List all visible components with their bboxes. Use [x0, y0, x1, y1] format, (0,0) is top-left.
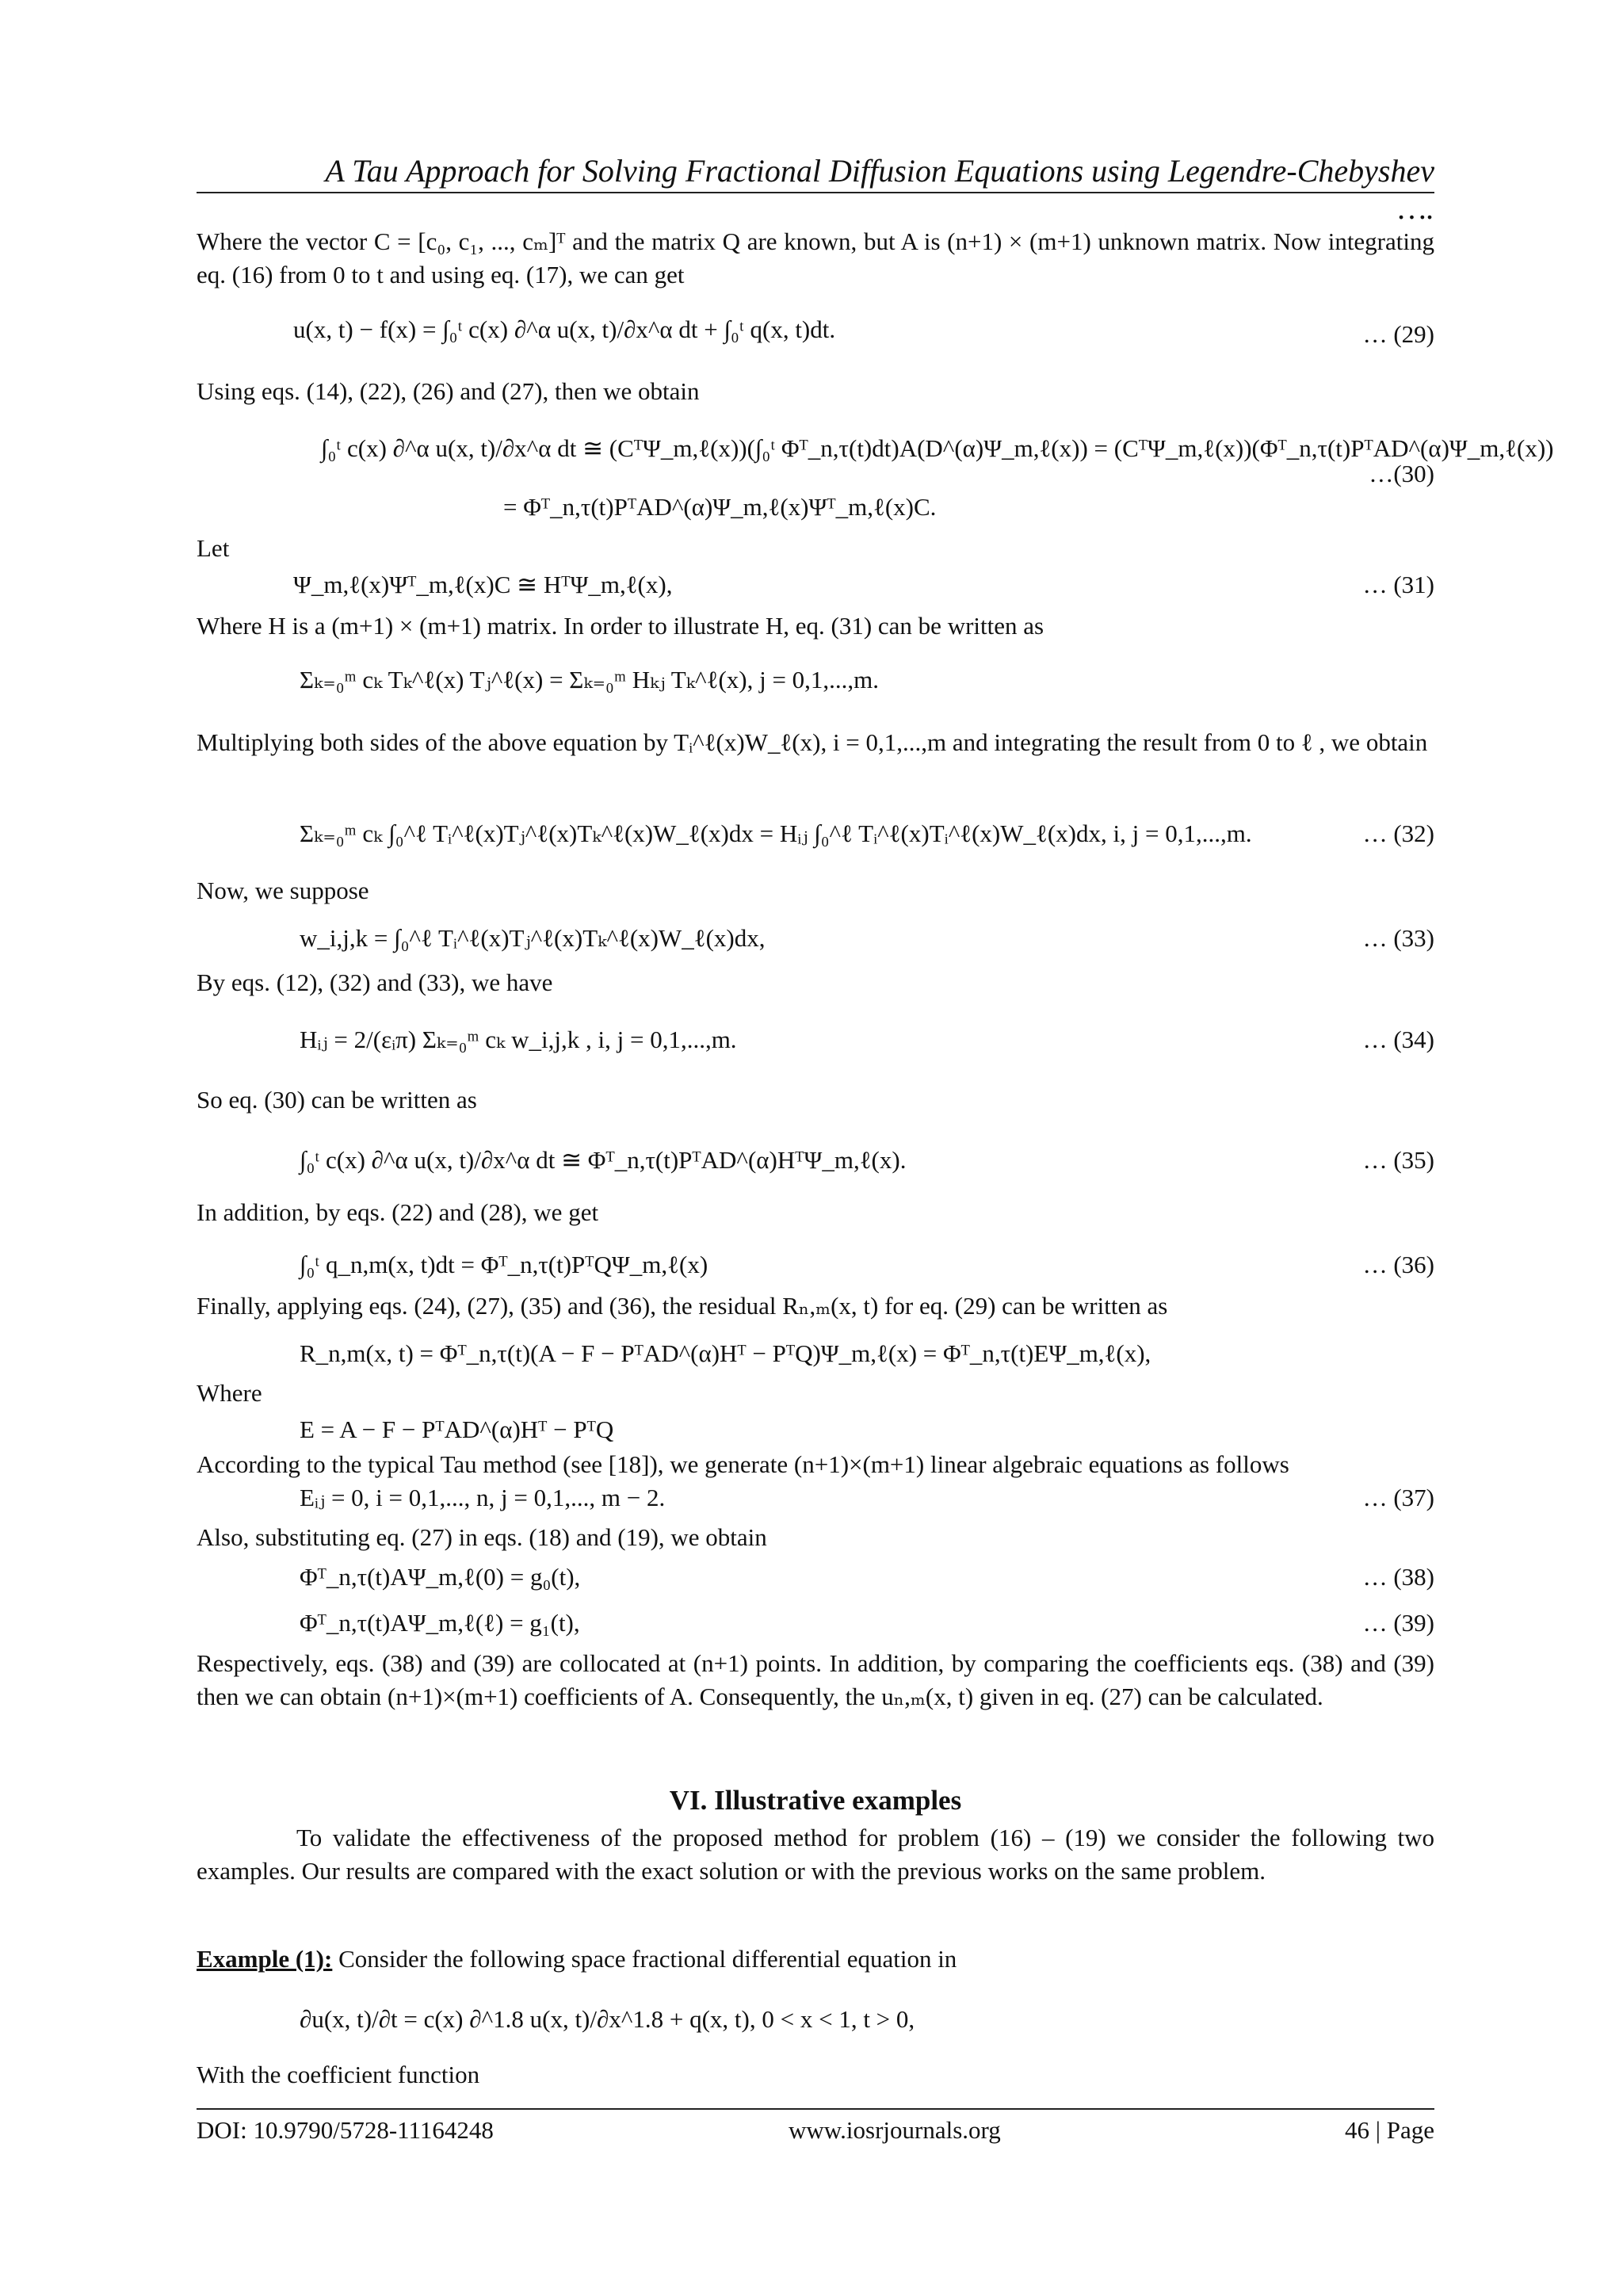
text-finally: Finally, applying eqs. (24), (27), (35) and (36), the residual Rₙ,ₘ(x, t) for eq. (29) can be written as — [197, 1292, 1168, 1320]
equation-residual: R_n,m(x, t) = Φᵀ_n,τ(t)(A − F − PᵀAD^(α)Hᵀ − PᵀQ)Ψ_m,ℓ(x) = Φᵀ_n,τ(t)EΨ_m,ℓ(x), — [300, 1339, 1151, 1367]
example-1-label: Example (1): — [197, 1945, 333, 1973]
section-title: VI. Illustrative examples — [669, 1785, 962, 1816]
equation-35: ∫₀ᵗ c(x) ∂^α u(x, t)/∂x^α dt ≅ Φᵀ_n,τ(t)PᵀAD^(α)HᵀΨ_m,ℓ(x). — [300, 1146, 907, 1174]
equation-31-expanded: Σₖ₌₀ᵐ cₖ Tₖ^ℓ(x) Tⱼ^ℓ(x) = Σₖ₌₀ᵐ Hₖⱼ Tₖ^ℓ(x), j = 0,1,...,m. — [300, 666, 880, 693]
footer-rule — [197, 2108, 1434, 2110]
eqnum-39: … (39) — [1362, 1609, 1434, 1637]
text-by-eqs: By eqs. (12), (32) and (33), we have — [197, 968, 553, 996]
text-now-suppose: Now, we suppose — [197, 877, 369, 904]
eqnum-30: …(30) — [1369, 460, 1434, 487]
paragraph-vector: Where the vector C = [c₀, c₁, ..., cₘ]ᵀ and the matrix Q are known, but A is (n+1) × (m+1) unknown matrix. Now integrating eq. (16) from 0 to t and using eq. (17), we can get — [197, 227, 1434, 288]
eqnum-34: … (34) — [1362, 1026, 1434, 1053]
text-in-addition: In addition, by eqs. (22) and (28), we get — [197, 1198, 599, 1226]
paragraph-respectively: Respectively, eqs. (38) and (39) are collocated at (n+1) points. In addition, by comparing the coefficients eqs. (38) and (39) then we can obtain (n+1)×(m+1) coefficients of A. Consequently, the uₙ,ₘ(x, t) given in eq. (27) can be calculated. — [197, 1649, 1434, 1710]
equation-31: Ψ_m,ℓ(x)Ψᵀ_m,ℓ(x)C ≅ HᵀΨ_m,ℓ(x), — [293, 571, 673, 598]
eqnum-32: … (32) — [1362, 819, 1434, 847]
equation-34: Hᵢⱼ = 2/(εᵢπ) Σₖ₌₀ᵐ cₖ w_i,j,k , i, j = 0,1,...,m. — [300, 1026, 737, 1053]
equation-30-line1: ∫₀ᵗ c(x) ∂^α u(x, t)/∂x^α dt ≅ (CᵀΨ_m,ℓ(x))(∫₀ᵗ Φᵀ_n,τ(t)dt)A(D^(α)Ψ_m,ℓ(x)) = (CᵀΨ_m,ℓ(x))(Φᵀ_n,τ(t)PᵀAD^(α)Ψ_m,ℓ(x)) — [321, 434, 1554, 462]
eqnum-38: … (38) — [1362, 1563, 1434, 1591]
footer-site: www.iosrjournals.org — [789, 2116, 1001, 2144]
footer-doi: DOI: 10.9790/5728-11164248 — [197, 2116, 494, 2144]
eqnum-31: … (31) — [1362, 571, 1434, 598]
eqnum-37: … (37) — [1362, 1484, 1434, 1511]
equation-36: ∫₀ᵗ q_n,m(x, t)dt = Φᵀ_n,τ(t)PᵀQΨ_m,ℓ(x) — [300, 1251, 708, 1278]
example-1-text: Consider the following space fractional differential equation in — [332, 1945, 957, 1973]
eqnum-33: … (33) — [1362, 924, 1434, 952]
equation-33: w_i,j,k = ∫₀^ℓ Tᵢ^ℓ(x)Tⱼ^ℓ(x)Tₖ^ℓ(x)W_ℓ(x)dx, — [300, 924, 766, 952]
equation-30-line2: = Φᵀ_n,τ(t)PᵀAD^(α)Ψ_m,ℓ(x)Ψᵀ_m,ℓ(x)C. — [503, 493, 937, 521]
running-header: A Tau Approach for Solving Fractional Diffusion Equations using Legendre-Chebyshev …. — [325, 153, 1434, 226]
equation-38: Φᵀ_n,τ(t)AΨ_m,ℓ(0) = g₀(t), — [300, 1563, 581, 1591]
header-rule — [197, 192, 1434, 193]
text-where-H: Where H is a (m+1) × (m+1) matrix. In order to illustrate H, eq. (31) can be written as — [197, 612, 1044, 640]
text-also-substituting: Also, substituting eq. (27) in eqs. (18) and (19), we obtain — [197, 1523, 767, 1551]
equation-29: u(x, t) − f(x) = ∫₀ᵗ c(x) ∂^α u(x, t)/∂x^α dt + ∫₀ᵗ q(x, t)dt. — [293, 315, 836, 343]
equation-E: E = A − F − PᵀAD^(α)Hᵀ − PᵀQ — [300, 1415, 614, 1443]
example-1-line — [197, 1945, 957, 1973]
eqnum-29: … (29) — [1362, 320, 1434, 348]
text-where: Where — [197, 1379, 262, 1407]
equation-37: Eᵢⱼ = 0, i = 0,1,..., n, j = 0,1,..., m − 2. — [300, 1484, 666, 1511]
text-so-eq30: So eq. (30) can be written as — [197, 1086, 477, 1114]
text-let: Let — [197, 534, 230, 562]
eqnum-35: … (35) — [1362, 1146, 1434, 1174]
text-using-eqs: Using eqs. (14), (22), (26) and (27), then we obtain — [197, 377, 700, 405]
text-according: According to the typical Tau method (see [18]), we generate (n+1)×(m+1) linear algebraic equations as follows — [197, 1450, 1289, 1478]
equation-example-1: ∂u(x, t)/∂t = c(x) ∂^1.8 u(x, t)/∂x^1.8 + q(x, t), 0 < x < 1, t > 0, — [300, 2005, 915, 2033]
paragraph-multiplying: Multiplying both sides of the above equation by Tᵢ^ℓ(x)W_ℓ(x), i = 0,1,...,m and integrating the result from 0 to ℓ , we obtain — [197, 728, 1428, 756]
equation-39: Φᵀ_n,τ(t)AΨ_m,ℓ(ℓ) = g₁(t), — [300, 1609, 580, 1637]
equation-32: Σₖ₌₀ᵐ cₖ ∫₀^ℓ Tᵢ^ℓ(x)Tⱼ^ℓ(x)Tₖ^ℓ(x)W_ℓ(x)dx = Hᵢⱼ ∫₀^ℓ Tᵢ^ℓ(x)Tᵢ^ℓ(x)W_ℓ(x)dx, i, j = 0,1,...,m. — [300, 819, 1252, 847]
text-with-coef: With the coefficient function — [197, 2061, 480, 2088]
footer-page-number: 46 | Page — [1345, 2116, 1434, 2144]
paragraph-validate: To validate the effectiveness of the proposed method for problem (16) – (19) we consider the following two examples. Our results are compared with the exact solution or with the previous works on the same problem. — [197, 1824, 1434, 1885]
eqnum-36: … (36) — [1362, 1251, 1434, 1278]
